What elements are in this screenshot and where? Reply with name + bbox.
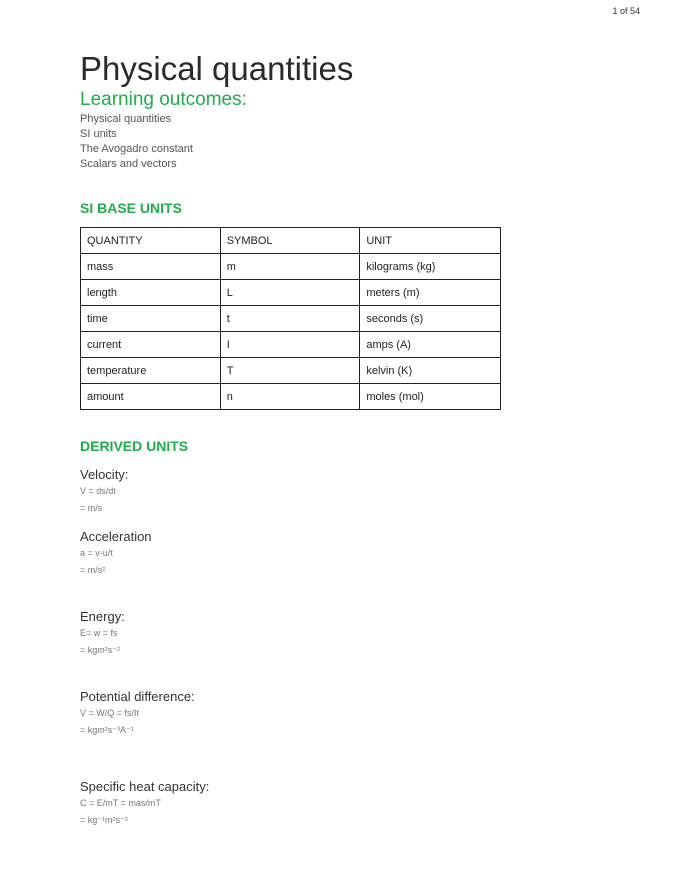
table-row — [81, 358, 501, 384]
cell-unit: kilograms (kg) — [360, 254, 501, 280]
unit-formula: V = ds/dt — [80, 486, 116, 496]
unit-formula: E= w = fs — [80, 628, 118, 638]
cell-unit: meters (m) — [360, 280, 501, 306]
unit-formula: C = E/mT = mas/mT — [80, 798, 161, 808]
cell-unit: kelvin (K) — [360, 358, 501, 384]
derived-unit-energy — [80, 609, 125, 659]
unit-si: = kgm²s⁻³A⁻¹ — [80, 725, 134, 735]
page-number: 1 of 54 — [612, 6, 640, 16]
table-row — [81, 332, 501, 358]
cell-symbol: T — [220, 358, 360, 384]
cell-symbol: t — [220, 306, 360, 332]
cell-symbol: m — [220, 254, 360, 280]
cell-unit: amps (A) — [360, 332, 501, 358]
derived-unit-potential-difference — [80, 689, 195, 739]
cell-quantity: time — [81, 306, 221, 332]
cell-quantity: current — [81, 332, 221, 358]
cell-quantity: mass — [81, 254, 221, 280]
outcome-item: The Avogadro constant — [80, 143, 193, 155]
table-header-row — [81, 228, 501, 254]
cell-quantity: amount — [81, 384, 221, 410]
unit-si: = m/s — [80, 503, 103, 513]
table-row — [81, 384, 501, 410]
cell-symbol: I — [220, 332, 360, 358]
derived-unit-velocity — [80, 467, 128, 517]
derived-units-heading: DERIVED UNITS — [80, 438, 189, 454]
header-unit: UNIT — [360, 228, 501, 254]
derived-unit-specific-heat-capacity — [80, 779, 209, 829]
cell-symbol: n — [220, 384, 360, 410]
outcome-item: Scalars and vectors — [80, 158, 177, 170]
cell-unit: seconds (s) — [360, 306, 501, 332]
unit-formula: a = v-u/t — [80, 548, 113, 558]
unit-formula: V = W/Q = fs/It — [80, 708, 140, 718]
cell-quantity: length — [81, 280, 221, 306]
unit-name: Energy: — [80, 609, 125, 624]
outcome-item: SI units — [80, 128, 117, 140]
table-row — [81, 254, 501, 280]
header-quantity: QUANTITY — [81, 228, 221, 254]
unit-name: Acceleration — [80, 529, 152, 544]
unit-si: = kgm²s⁻² — [80, 645, 121, 655]
unit-name: Specific heat capacity: — [80, 779, 210, 794]
learning-outcomes-heading: Learning outcomes: — [80, 89, 247, 110]
header-symbol: SYMBOL — [220, 228, 360, 254]
cell-symbol: L — [220, 280, 360, 306]
learning-outcomes-list — [80, 112, 193, 172]
si-base-units-table — [80, 227, 501, 410]
cell-quantity: temperature — [81, 358, 221, 384]
unit-si: = kg⁻¹m²s⁻² — [80, 815, 128, 825]
outcome-item: Physical quantities — [80, 113, 172, 125]
table-row — [81, 280, 501, 306]
unit-name: Potential difference: — [80, 689, 195, 704]
cell-unit: moles (mol) — [360, 384, 501, 410]
unit-name: Velocity: — [80, 467, 129, 482]
derived-unit-acceleration — [80, 529, 152, 579]
table-row — [81, 306, 501, 332]
unit-si: = m/s² — [80, 565, 106, 575]
si-base-units-heading: SI BASE UNITS — [80, 200, 182, 216]
page-title: Physical quantities — [80, 50, 354, 87]
